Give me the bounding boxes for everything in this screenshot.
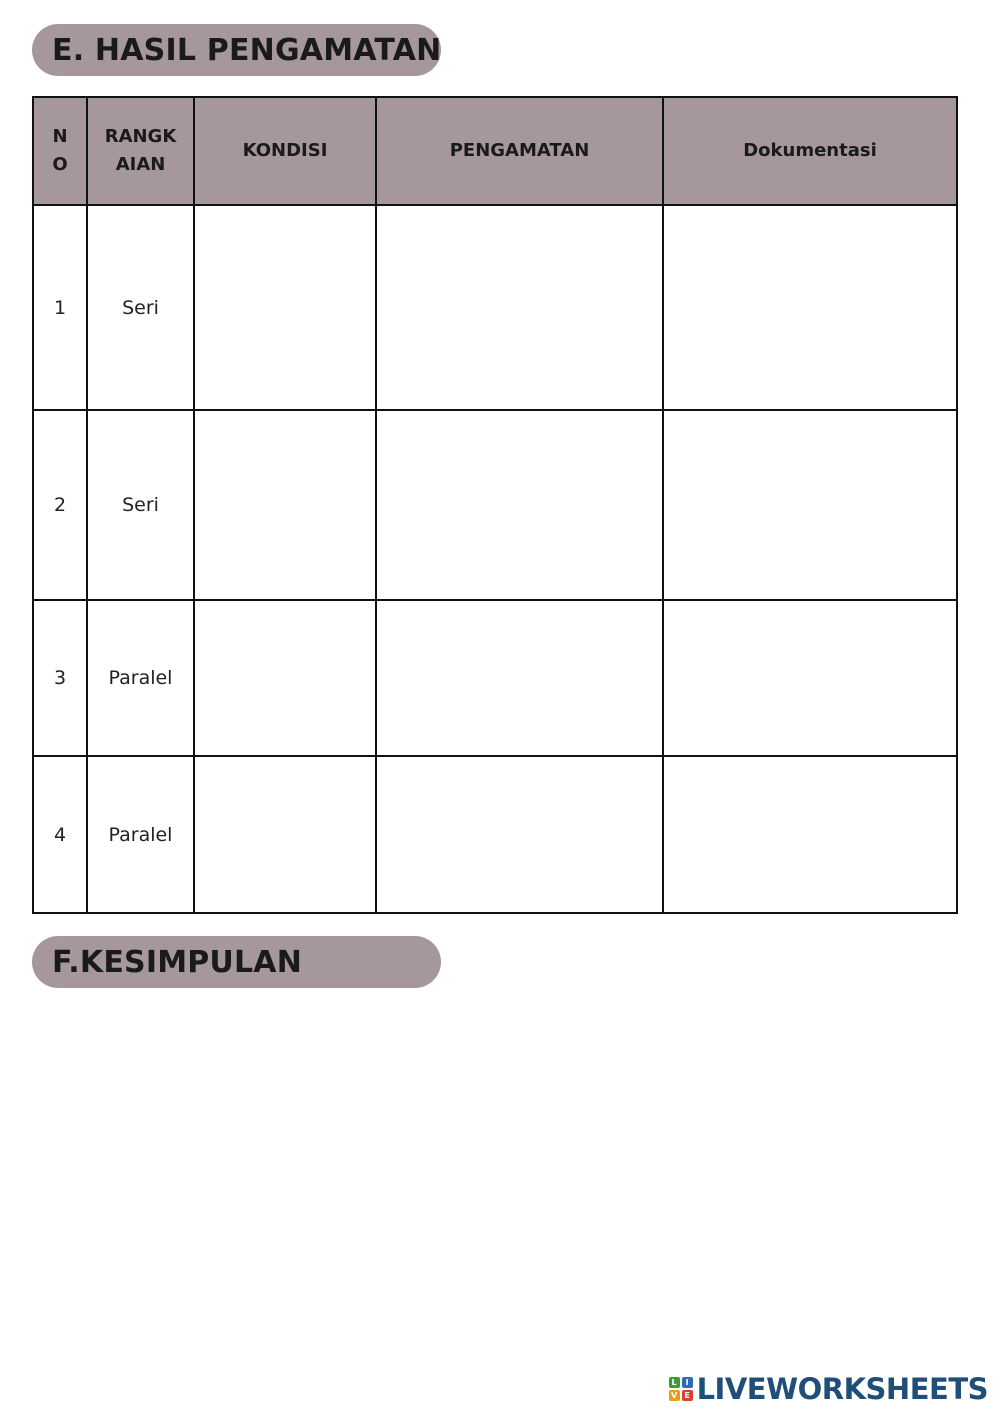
cell-no: 3 [33, 600, 87, 756]
cell-no: 1 [33, 205, 87, 410]
cell-no: 2 [33, 410, 87, 600]
header-no: NO [33, 97, 87, 205]
cell-kondisi[interactable] [194, 600, 376, 756]
cell-dokumentasi[interactable] [663, 600, 957, 756]
section-e-header [32, 24, 441, 76]
cell-pengamatan[interactable] [376, 410, 663, 600]
table-header-row [33, 97, 957, 205]
section-e-title: E. HASIL PENGAMATAN [52, 32, 442, 68]
cell-kondisi[interactable] [194, 205, 376, 410]
cell-dokumentasi[interactable] [663, 205, 957, 410]
logo-text: LIVEWORKSHEETS [696, 1372, 988, 1406]
cell-rangkaian: Seri [87, 410, 194, 600]
table-row [33, 410, 957, 600]
logo-mark-l: L [669, 1377, 680, 1388]
logo-mark-i: I [682, 1377, 693, 1388]
cell-kondisi[interactable] [194, 410, 376, 600]
header-pengamatan: PENGAMATAN [376, 97, 663, 205]
liveworksheets-mark-icon [669, 1377, 693, 1401]
cell-pengamatan[interactable] [376, 756, 663, 913]
header-rangkaian: RANGKAIAN [87, 97, 194, 205]
cell-dokumentasi[interactable] [663, 756, 957, 913]
cell-rangkaian: Paralel [87, 600, 194, 756]
cell-rangkaian: Paralel [87, 756, 194, 913]
table-row [33, 600, 957, 756]
logo-mark-e: E [682, 1390, 693, 1401]
liveworksheets-logo [669, 1372, 988, 1406]
header-kondisi: KONDISI [194, 97, 376, 205]
table-row [33, 756, 957, 913]
logo-mark-v: V [669, 1390, 680, 1401]
cell-rangkaian: Seri [87, 205, 194, 410]
observation-table [32, 96, 958, 914]
cell-pengamatan[interactable] [376, 600, 663, 756]
cell-no: 4 [33, 756, 87, 913]
header-dokumentasi: Dokumentasi [663, 97, 957, 205]
cell-dokumentasi[interactable] [663, 410, 957, 600]
table-row [33, 205, 957, 410]
section-f-title: F.KESIMPULAN [52, 944, 303, 980]
cell-kondisi[interactable] [194, 756, 376, 913]
section-f-header [32, 936, 441, 988]
cell-pengamatan[interactable] [376, 205, 663, 410]
